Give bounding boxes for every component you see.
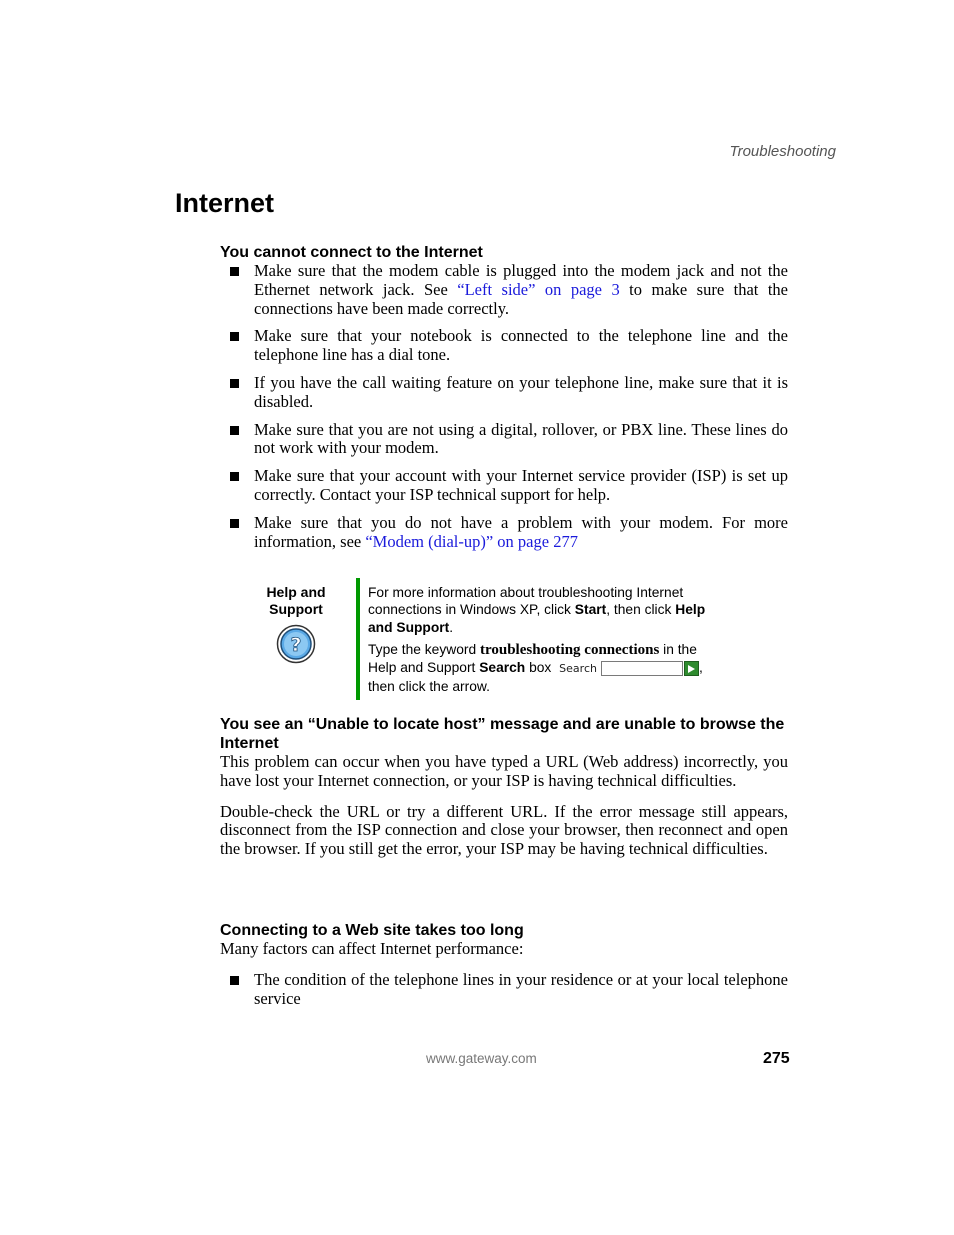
accent-bar xyxy=(356,578,360,700)
body-paragraph: Double-check the URL or try a different URL. If the error message still appears, disconnect from the ISP connection and close your browser, then reconnect and open the browser. If you still get the error, your ISP may be having technical difficulties. xyxy=(220,801,788,859)
square-bullet-icon xyxy=(230,472,239,481)
section-heading: Connecting to a Web site takes too long xyxy=(220,922,524,939)
page-number: 275 xyxy=(763,1050,790,1067)
help-box-text xyxy=(368,584,728,700)
section-slow-connection xyxy=(220,921,788,1017)
search-field xyxy=(601,661,683,676)
body-paragraph: Many factors can affect Internet performance: xyxy=(220,939,524,958)
list-item: Make sure that your account with your Internet service provider (ISP) is set up correctly. Contact your ISP technical support for help. xyxy=(220,467,788,505)
running-header: Troubleshooting xyxy=(729,143,836,160)
section-heading: You cannot connect to the Internet xyxy=(220,244,483,261)
square-bullet-icon xyxy=(230,267,239,276)
section-cannot-connect xyxy=(220,243,788,560)
arrow-go-icon xyxy=(684,661,699,676)
section-heading: You see an “Unable to locate host” message and are unable to browse the Internet xyxy=(220,716,785,752)
list-item: Make sure that you are not using a digital, rollover, or PBX line. These lines do not work with your modem. xyxy=(220,421,788,459)
cross-reference-link[interactable]: “Modem (dial-up)” on page 277 xyxy=(365,531,578,551)
list-item: The condition of the telephone lines in your residence or at your local telephone service xyxy=(220,971,788,1009)
list-item: Make sure that the modem cable is plugged into the modem jack and not the Ethernet network jack. See “Left side” on page 3 to make sure that the connections have been made correctly. xyxy=(220,262,788,318)
bullet-list xyxy=(220,262,788,551)
list-item: If you have the call waiting feature on your telephone line, make sure that it is disabled. xyxy=(220,374,788,412)
list-item: Make sure that your notebook is connected to the telephone line and the telephone line has a dial tone. xyxy=(220,327,788,365)
bullet-list xyxy=(220,971,788,1009)
help-paragraph: Type the keyword troubleshooting connections in the Help and Support Search box Search , then click the arrow. xyxy=(368,641,703,694)
footer-url: www.gateway.com xyxy=(426,1051,537,1066)
square-bullet-icon xyxy=(230,379,239,388)
section-unable-to-locate-host xyxy=(220,715,788,859)
page-title: Internet xyxy=(175,188,275,218)
svg-text:?: ? xyxy=(290,634,302,656)
help-paragraph: For more information about troubleshooting Internet connections in Windows XP, click Start, then click Help and Support. xyxy=(368,585,706,635)
square-bullet-icon xyxy=(230,426,239,435)
body-paragraph: This problem can occur when you have typed a URL (Web address) incorrectly, you have lost your Internet connection, or your ISP is having technical difficulties. xyxy=(220,752,788,790)
help-question-icon xyxy=(276,624,316,664)
square-bullet-icon xyxy=(230,519,239,528)
help-and-support-box xyxy=(258,578,738,700)
list-item: Make sure that you do not have a problem with your modem. For more information, see “Modem (dial-up)” on page 277 xyxy=(220,514,788,552)
square-bullet-icon xyxy=(230,976,239,985)
help-box-label: Help and Support xyxy=(266,584,326,617)
search-label: Search xyxy=(559,662,597,676)
square-bullet-icon xyxy=(230,332,239,341)
search-box-illustration xyxy=(559,659,699,677)
cross-reference-link[interactable]: “Left side” on page 3 xyxy=(457,279,620,299)
